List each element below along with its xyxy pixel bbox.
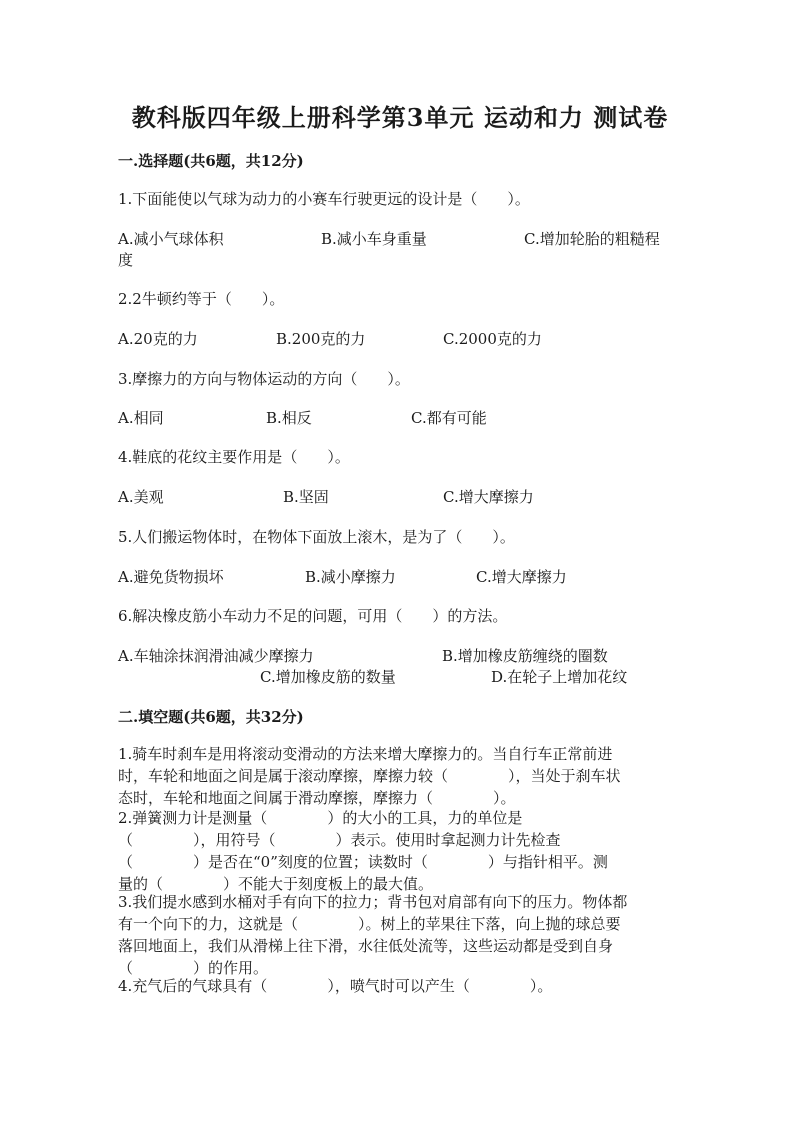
option-a: A.美观: [118, 488, 164, 506]
text-line: 4.充气后的气球具有（ ），喷气时可以产生（ ）。: [118, 977, 553, 995]
fill-blank-item: [118, 743, 683, 809]
text-line: 量的（ ）不能大于刻度板上的最大值。: [118, 875, 434, 893]
option-c: C.增加轮胎的粗糙程: [524, 230, 660, 248]
text-line: 2.弹簧测力计是测量（ ）的大小的工具，力的单位是: [118, 809, 523, 827]
text-line: 态时，车轮和地面之间属于滑动摩擦，摩擦力（ ）。: [118, 789, 516, 807]
text-line: 有一个向下的力，这就是（ ）。树上的苹果往下落，向上抛的球总要: [118, 915, 621, 933]
option-a: A.减小气球体积: [118, 230, 224, 248]
fill-blank-item: [118, 807, 683, 895]
option-b: B.减小摩擦力: [305, 568, 396, 586]
option-c: C.增大摩擦力: [476, 568, 567, 586]
text-line: 3.我们提水感到水桶对手有向下的拉力；背书包对肩部有向下的压力。物体都: [118, 893, 628, 911]
option-a: A.避免货物损坏: [118, 568, 224, 586]
option-c: C.增加橡皮筋的数量: [260, 668, 396, 686]
section-heading-fill-blank: 二.填空题(共6题，共32分): [118, 708, 304, 726]
text-line: （ ）的作用。: [118, 959, 269, 977]
question-stem: 5.人们搬运物体时，在物体下面放上滚木，是为了（ ）。: [118, 528, 515, 546]
option-c: C.2000克的力: [443, 330, 542, 348]
section-heading-choice: 一.选择题(共6题，共12分): [118, 152, 304, 170]
text-line: 时，车轮和地面之间是属于滚动摩擦，摩擦力较（ ），当处于刹车状: [118, 767, 621, 785]
question-stem: 6.解决橡皮筋小车动力不足的问题，可用（ ）的方法。: [118, 607, 508, 625]
option-a: A.车轴涂抹润滑油减少摩擦力: [118, 647, 314, 665]
text-line: 1.骑车时刹车是用将滚动变滑动的方法来增大摩擦力的。当自行车正常前进: [118, 745, 613, 763]
fill-blank-item: [118, 891, 683, 979]
option-d: D.在轮子上增加花纹: [491, 668, 628, 686]
question-stem: 4.鞋底的花纹主要作用是（ ）。: [118, 448, 350, 466]
option-b: B.坚固: [283, 488, 329, 506]
option-a: A.20克的力: [118, 330, 198, 348]
option-b: B.减小车身重量: [321, 230, 427, 248]
option-a: A.相同: [118, 409, 164, 427]
text-line: （ ）是否在“0”刻度的位置；读数时（ ）与指针相平。测: [118, 853, 608, 871]
option-b: B.相反: [266, 409, 312, 427]
question-stem: 3.摩擦力的方向与物体运动的方向（ ）。: [118, 370, 410, 388]
text-line: 落回地面上，我们从滑梯上往下滑，水往低处流等，这些运动都是受到自身: [118, 937, 614, 955]
text-line: （ ），用符号（ ）表示。使用时拿起测力计先检查: [118, 831, 561, 849]
option-b: B.200克的力: [276, 330, 366, 348]
option-c: C.增大摩擦力: [443, 488, 534, 506]
question-stem: 2.2牛顿约等于（ ）。: [118, 290, 285, 308]
fill-blank-item: [118, 975, 683, 997]
option-c-continuation: 度: [118, 251, 134, 269]
option-c: C.都有可能: [411, 409, 487, 427]
question-stem: 1.下面能使以气球为动力的小赛车行驶更远的设计是（ ）。: [118, 190, 530, 208]
page-title: 教科版四年级上册科学第3单元 运动和力 测试卷: [131, 103, 669, 132]
option-b: B.增加橡皮筋缠绕的圈数: [442, 647, 608, 665]
